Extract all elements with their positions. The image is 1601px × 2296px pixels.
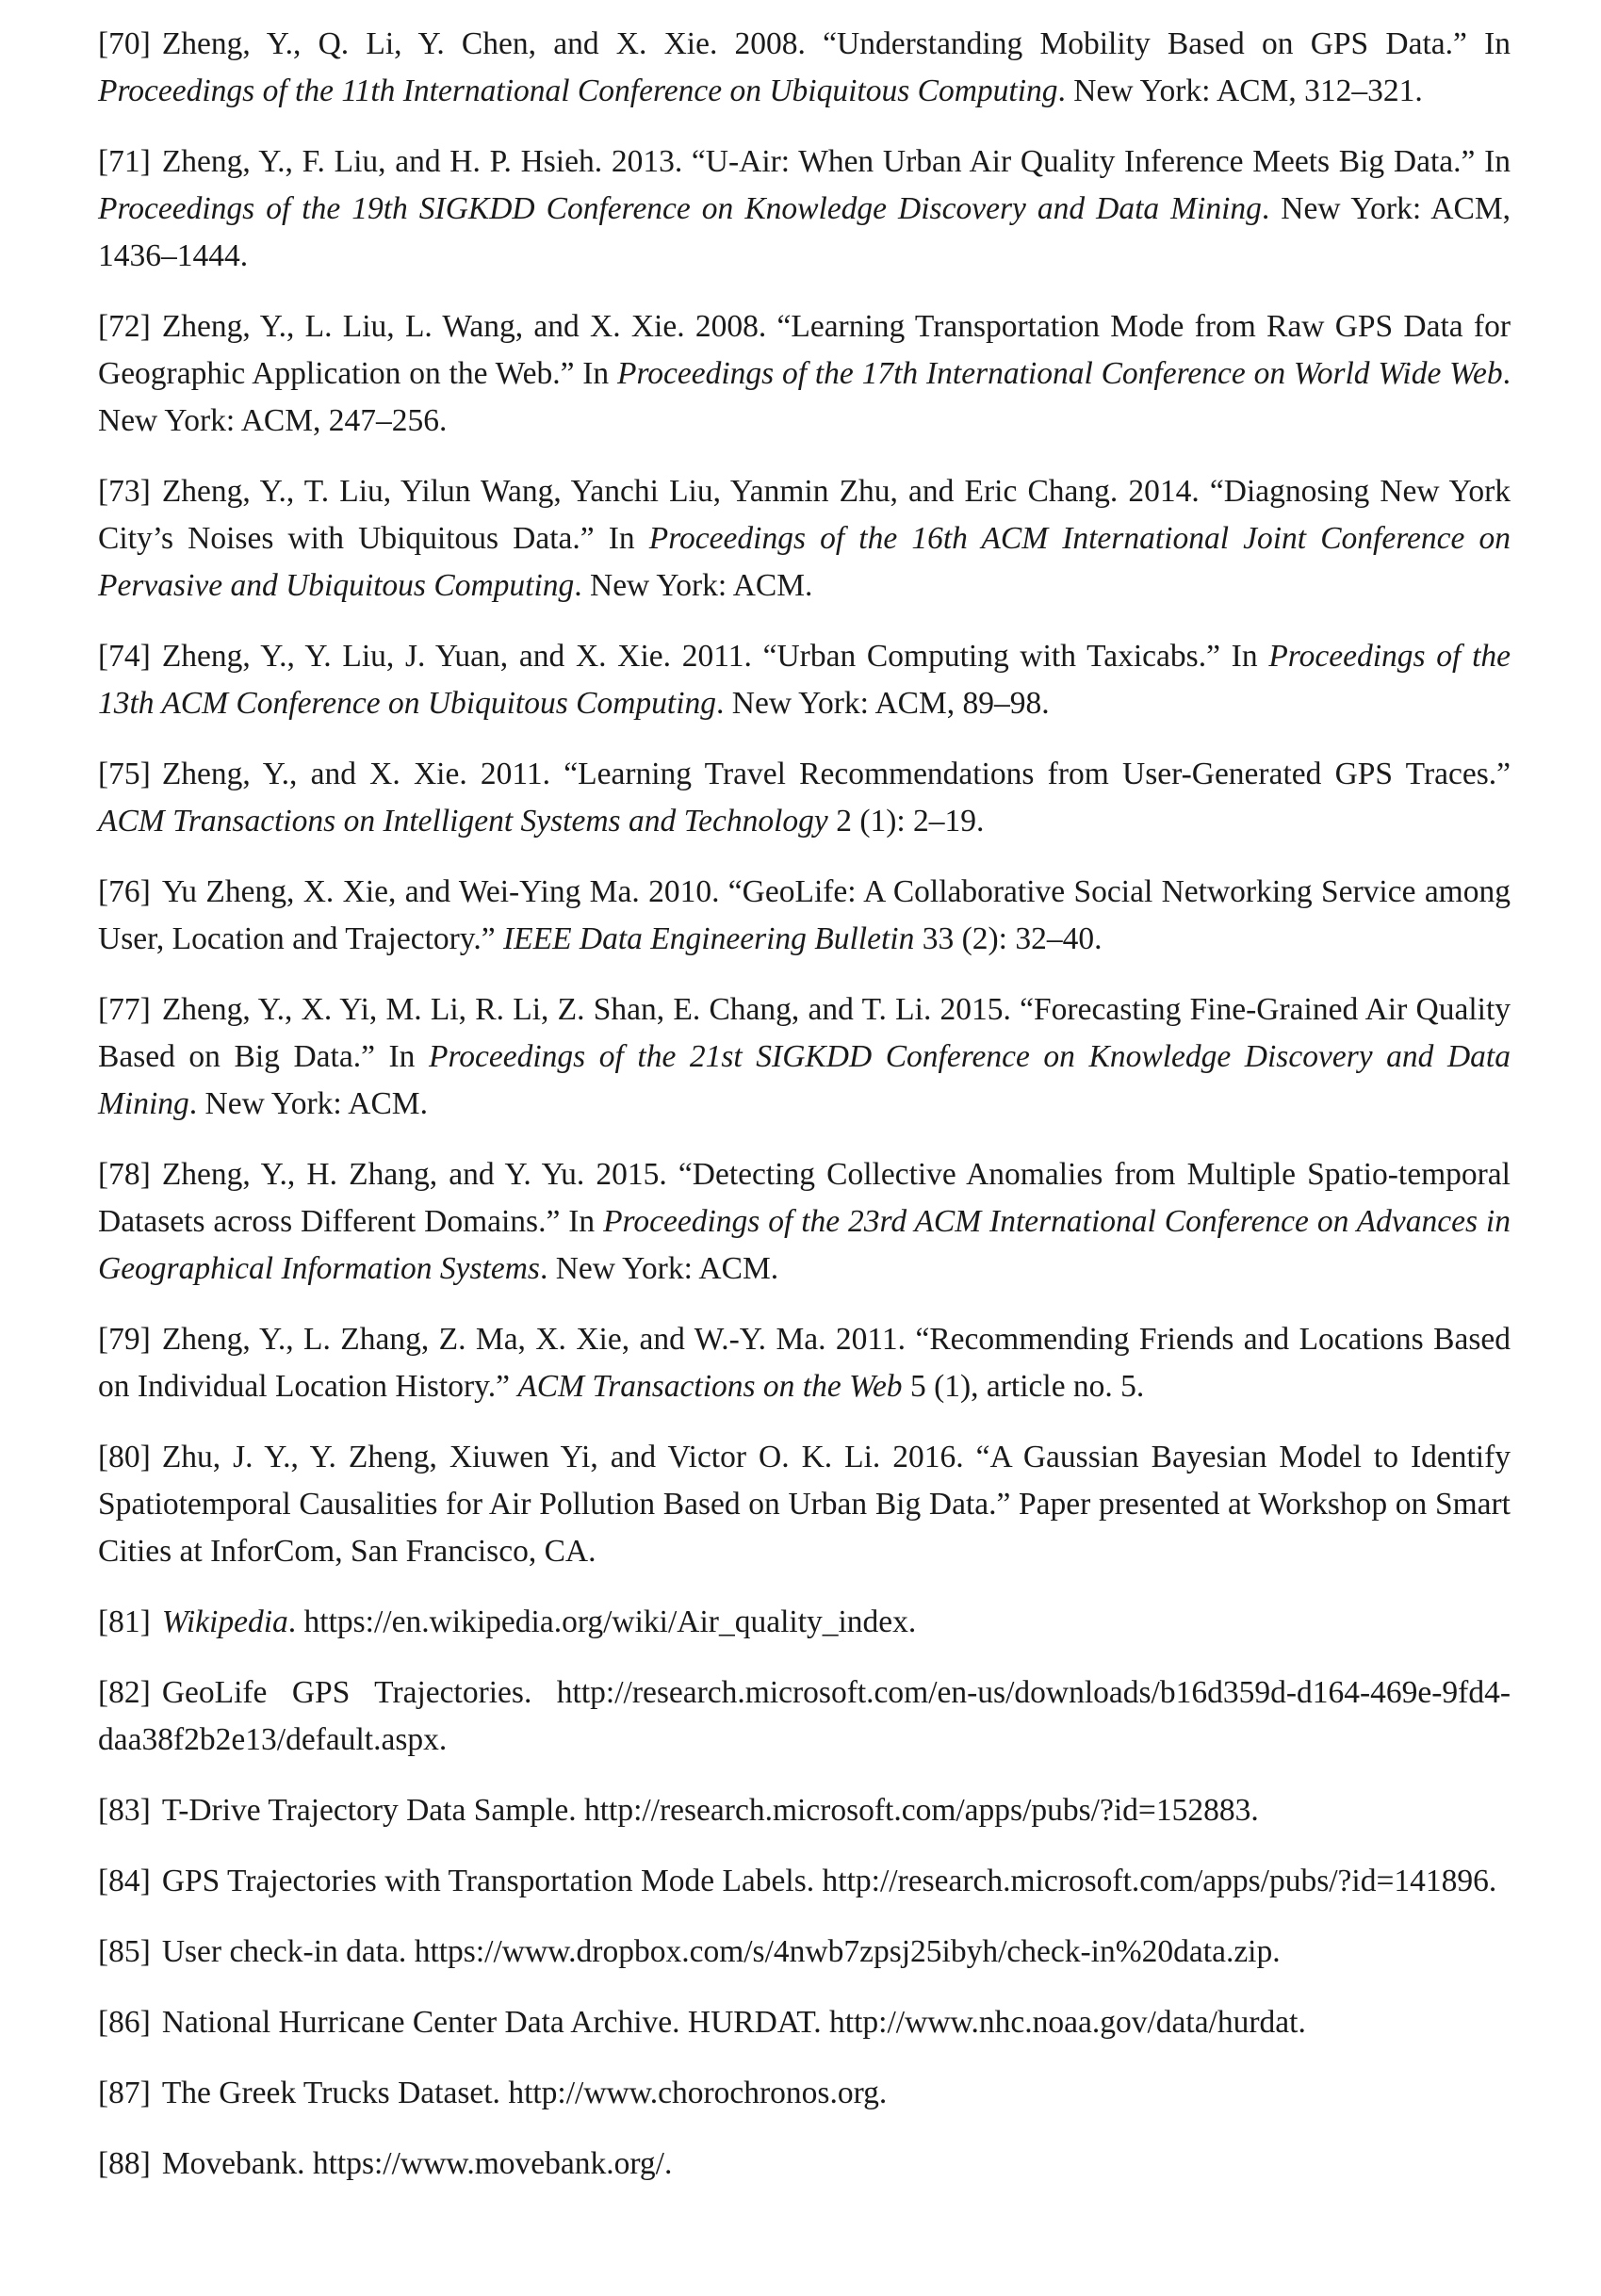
reference-publication-details: . New York: ACM, 89–98.	[716, 686, 1050, 721]
reference-url-link[interactable]: http://research.microsoft.com/en-us/downloads/b16d359d-d164-469e-9fd4-daa38f2b2e13/default.aspx.	[98, 1675, 1511, 1757]
reference-entry	[98, 468, 1511, 610]
reference-entry	[98, 1787, 1511, 1834]
reference-source-title: Proceedings of the 17th International Conference on World Wide Web	[616, 356, 1503, 391]
reference-text: Movebank.	[161, 2146, 313, 2181]
reference-entry	[98, 1599, 1511, 1646]
reference-publication-details: . New York: ACM, 312–321.	[1057, 73, 1423, 108]
reference-text: Zheng, Y., F. Liu, and H. P. Hsieh. 2013. “U-Air: When Urban Air Quality Inference Meets Big Data.” In	[161, 144, 1511, 179]
reference-text: Zheng, Y., T. Liu, Yilun Wang, Yanchi Liu, Yanmin Zhu, and Eric Chang. 2014. “Diagnosing New York City’s Noises with Ubiquitous Data.” In	[98, 474, 1511, 556]
reference-publication-details: 5 (1), article no. 5.	[902, 1369, 1145, 1404]
reference-source-title: Wikipedia	[161, 1604, 288, 1639]
reference-source-title: Proceedings of the 11th International Conference on Ubiquitous Computing	[98, 73, 1058, 108]
reference-list	[98, 21, 1511, 2188]
reference-text: Zheng, Y., and X. Xie. 2011. “Learning Travel Recommendations from User-Generated GPS Traces.”	[161, 757, 1511, 791]
reference-number: [80]	[98, 1440, 151, 1474]
reference-url-link[interactable]: https://www.dropbox.com/s/4nwb7zpsj25ibyh/check-in%20data.zip.	[414, 1934, 1281, 1969]
reference-text: Zheng, Y., Q. Li, Y. Chen, and X. Xie. 2008. “Understanding Mobility Based on GPS Data.” In	[161, 26, 1511, 61]
reference-number: [82]	[98, 1675, 151, 1710]
reference-entry	[98, 138, 1511, 280]
reference-number: [74]	[98, 639, 151, 674]
reference-source-title: IEEE Data Engineering Bulletin	[503, 921, 915, 956]
reference-source-title: Proceedings of the 23rd ACM International Conference on Advances in Geographical Information Systems	[98, 1204, 1511, 1286]
reference-entry	[98, 633, 1511, 727]
reference-source-title: Proceedings of the 16th ACM International Joint Conference on Pervasive and Ubiquitous Computing	[98, 521, 1511, 603]
reference-number: [76]	[98, 874, 151, 909]
reference-text: User check-in data.	[161, 1934, 415, 1969]
reference-number: [83]	[98, 1793, 151, 1828]
reference-source-title: ACM Transactions on the Web	[517, 1369, 903, 1404]
reference-text: GPS Trajectories with Transportation Mode Labels.	[161, 1864, 823, 1898]
reference-source-title: Proceedings of the 21st SIGKDD Conference on Knowledge Discovery and Data Mining	[98, 1039, 1511, 1121]
reference-entry	[98, 21, 1511, 115]
reference-publication-details: . New York: ACM, 247–256.	[98, 356, 1511, 438]
reference-number: [88]	[98, 2146, 151, 2181]
reference-number: [85]	[98, 1934, 151, 1969]
reference-number: [87]	[98, 2076, 151, 2110]
reference-url-link[interactable]: http://www.nhc.noaa.gov/data/hurdat.	[829, 2005, 1306, 2040]
reference-publication-details: .	[287, 1604, 304, 1639]
reference-text: GeoLife GPS Trajectories.	[161, 1675, 557, 1710]
reference-entry	[98, 2070, 1511, 2117]
reference-entry	[98, 1151, 1511, 1293]
reference-entry	[98, 1434, 1511, 1575]
reference-number: [70]	[98, 26, 151, 61]
reference-url-link[interactable]: http://research.microsoft.com/apps/pubs/?id=141896.	[822, 1864, 1497, 1898]
reference-text: Zheng, Y., L. Liu, L. Wang, and X. Xie. 2008. “Learning Transportation Mode from Raw GPS Data for Geographic Application on the Web.” In	[98, 309, 1511, 391]
reference-text: T-Drive Trajectory Data Sample.	[161, 1793, 584, 1828]
reference-number: [71]	[98, 144, 151, 179]
reference-url-link[interactable]: http://research.microsoft.com/apps/pubs/?id=152883.	[583, 1793, 1259, 1828]
reference-entry	[98, 1929, 1511, 1976]
reference-number: [75]	[98, 757, 151, 791]
reference-source-title: Proceedings of the 19th SIGKDD Conference on Knowledge Discovery and Data Mining	[98, 191, 1262, 226]
reference-publication-details: 33 (2): 32–40.	[914, 921, 1103, 956]
reference-entry	[98, 1999, 1511, 2046]
reference-number: [72]	[98, 309, 151, 344]
reference-number: [79]	[98, 1322, 151, 1357]
reference-number: [86]	[98, 2005, 151, 2040]
reference-text: Yu Zheng, X. Xie, and Wei-Ying Ma. 2010. “GeoLife: A Collaborative Social Networking Service among User, Location and Trajectory.”	[98, 874, 1511, 956]
reference-entry	[98, 1316, 1511, 1410]
reference-publication-details: . New York: ACM.	[574, 568, 813, 603]
reference-publication-details: . New York: ACM, 1436–1444.	[98, 191, 1511, 273]
reference-text: Zheng, Y., H. Zhang, and Y. Yu. 2015. “Detecting Collective Anomalies from Multiple Spatio-temporal Datasets across Different Domains.” In	[98, 1157, 1511, 1239]
reference-publication-details: 2 (1): 2–19.	[827, 804, 985, 839]
reference-source-title: Proceedings of the 13th ACM Conference on Ubiquitous Computing	[98, 639, 1511, 721]
reference-text: Zheng, Y., L. Zhang, Z. Ma, X. Xie, and W.-Y. Ma. 2011. “Recommending Friends and Locations Based on Individual Location History.”	[98, 1322, 1511, 1404]
reference-entry	[98, 986, 1511, 1128]
reference-number: [78]	[98, 1157, 151, 1192]
reference-entry	[98, 1858, 1511, 1905]
reference-entry	[98, 303, 1511, 445]
reference-entry	[98, 1669, 1511, 1764]
reference-publication-details: . New York: ACM.	[539, 1251, 779, 1286]
reference-url-link[interactable]: http://www.chorochronos.org.	[508, 2076, 888, 2110]
reference-number: [81]	[98, 1604, 151, 1639]
reference-entry	[98, 2141, 1511, 2188]
reference-number: [73]	[98, 474, 151, 509]
reference-text: Zhu, J. Y., Y. Zheng, Xiuwen Yi, and Victor O. K. Li. 2016. “A Gaussian Bayesian Model to Identify Spatiotemporal Causalities for Air Pollution Based on Urban Big Data.” Paper presented at Workshop on Smart Cities at InforCom, San Francisco, CA.	[98, 1440, 1511, 1569]
reference-url-link[interactable]: https://www.movebank.org/.	[312, 2146, 673, 2181]
reference-text: The Greek Trucks Dataset.	[161, 2076, 509, 2110]
reference-source-title: ACM Transactions on Intelligent Systems and Technology	[98, 804, 828, 839]
reference-number: [77]	[98, 992, 151, 1027]
reference-text: National Hurricane Center Data Archive. HURDAT.	[161, 2005, 830, 2040]
reference-number: [84]	[98, 1864, 151, 1898]
reference-publication-details: . New York: ACM.	[188, 1086, 428, 1121]
reference-url-link[interactable]: https://en.wikipedia.org/wiki/Air_quality_index.	[303, 1604, 917, 1639]
reference-entry	[98, 751, 1511, 845]
reference-text: Zheng, Y., Y. Liu, J. Yuan, and X. Xie. 2011. “Urban Computing with Taxicabs.” In	[161, 639, 1269, 674]
reference-entry	[98, 869, 1511, 963]
reference-text: Zheng, Y., X. Yi, M. Li, R. Li, Z. Shan, E. Chang, and T. Li. 2015. “Forecasting Fine-Grained Air Quality Based on Big Data.” In	[98, 992, 1511, 1074]
